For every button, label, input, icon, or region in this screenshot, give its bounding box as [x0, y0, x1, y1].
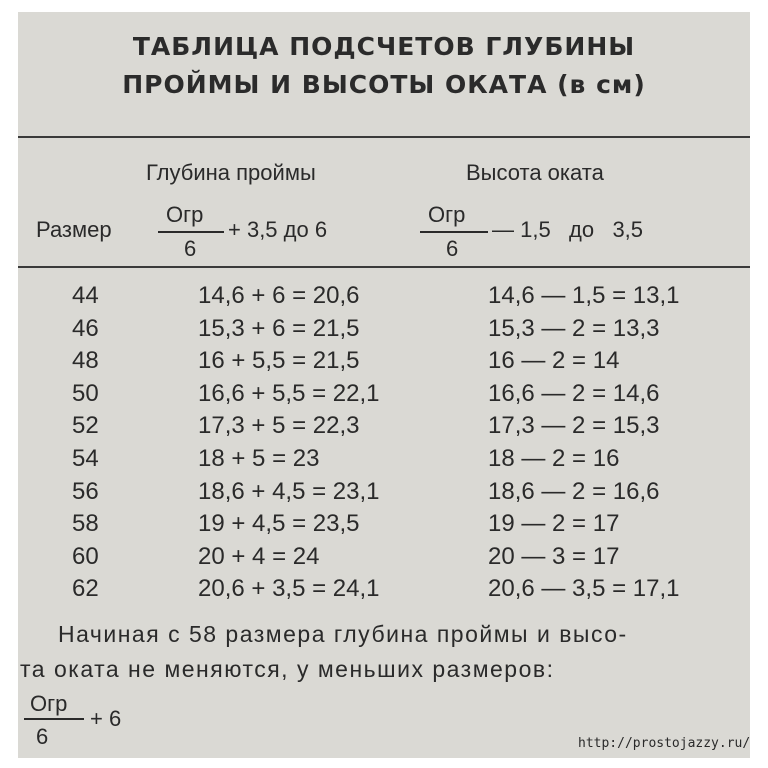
- height-cell: 16 — 2 = 14: [488, 347, 620, 374]
- depth-cell: 20 + 4 = 24: [198, 543, 320, 570]
- depth-formula-numerator: Огр: [166, 202, 204, 227]
- title-line-2: ПРОЙМЫ И ВЫСОТЫ ОКАТА (в см): [122, 70, 646, 99]
- depth-cell: 17,3 + 5 = 22,3: [198, 412, 360, 439]
- paper-sheet: [18, 12, 750, 758]
- note-formula-denominator: 6: [36, 724, 49, 749]
- depth-cell: 16,6 + 5,5 = 22,1: [198, 380, 380, 407]
- size-cell: 48: [72, 347, 99, 374]
- height-cell: 18 — 2 = 16: [488, 445, 620, 472]
- depth-cell: 14,6 + 6 = 20,6: [198, 282, 360, 309]
- depth-formula-fraction-bar: [158, 231, 224, 233]
- height-cell: 14,6 — 1,5 = 13,1: [488, 282, 680, 309]
- size-cell: 46: [72, 315, 99, 342]
- height-cell: 15,3 — 2 = 13,3: [488, 315, 660, 342]
- size-cell: 50: [72, 380, 99, 407]
- top-rule: [18, 136, 750, 138]
- size-cell: 44: [72, 282, 99, 309]
- depth-cell: 20,6 + 3,5 = 24,1: [198, 575, 380, 602]
- size-column-header: Размер: [36, 217, 112, 242]
- height-cell: 18,6 — 2 = 16,6: [488, 478, 660, 505]
- depth-cell: 18,6 + 4,5 = 23,1: [198, 478, 380, 505]
- height-cell: 20 — 3 = 17: [488, 543, 620, 570]
- size-cell: 52: [72, 412, 99, 439]
- depth-formula-rest: + 3,5 до 6: [228, 217, 328, 242]
- depth-cell: 16 + 5,5 = 21,5: [198, 347, 360, 374]
- size-cell: 58: [72, 510, 99, 537]
- depth-formula-denominator: 6: [184, 236, 197, 261]
- height-formula-numerator: Огр: [428, 202, 466, 227]
- depth-column-header: Глубина проймы: [146, 160, 316, 185]
- height-column-header: Высота оката: [466, 160, 604, 185]
- note-line-2: та оката не меняются, у меньших размеров:: [20, 656, 555, 682]
- note-formula-rest: + 6: [90, 706, 122, 731]
- height-formula-fraction-bar: [420, 231, 488, 233]
- depth-cell: 19 + 4,5 = 23,5: [198, 510, 360, 537]
- size-cell: 60: [72, 543, 99, 570]
- height-cell: 20,6 — 3,5 = 17,1: [488, 575, 680, 602]
- note-formula-fraction-bar: [24, 718, 84, 720]
- height-cell: 16,6 — 2 = 14,6: [488, 380, 660, 407]
- note-formula-numerator: Огр: [30, 691, 68, 716]
- title-line-1: ТАБЛИЦА ПОДСЧЕТОВ ГЛУБИНЫ: [132, 32, 636, 61]
- header-rule: [18, 266, 750, 268]
- size-cell: 54: [72, 445, 99, 472]
- size-cell: 62: [72, 575, 99, 602]
- height-cell: 17,3 — 2 = 15,3: [488, 412, 660, 439]
- source-url-watermark: http://prostojazzy.ru/: [578, 736, 750, 751]
- height-cell: 19 — 2 = 17: [488, 510, 620, 537]
- height-formula-rest: — 1,5 до 3,5: [492, 217, 644, 242]
- depth-cell: 15,3 + 6 = 21,5: [198, 315, 360, 342]
- size-cell: 56: [72, 478, 99, 505]
- height-formula-denominator: 6: [446, 236, 459, 261]
- note-line-1: Начиная с 58 размера глубина проймы и высо-: [58, 621, 628, 647]
- depth-cell: 18 + 5 = 23: [198, 445, 320, 472]
